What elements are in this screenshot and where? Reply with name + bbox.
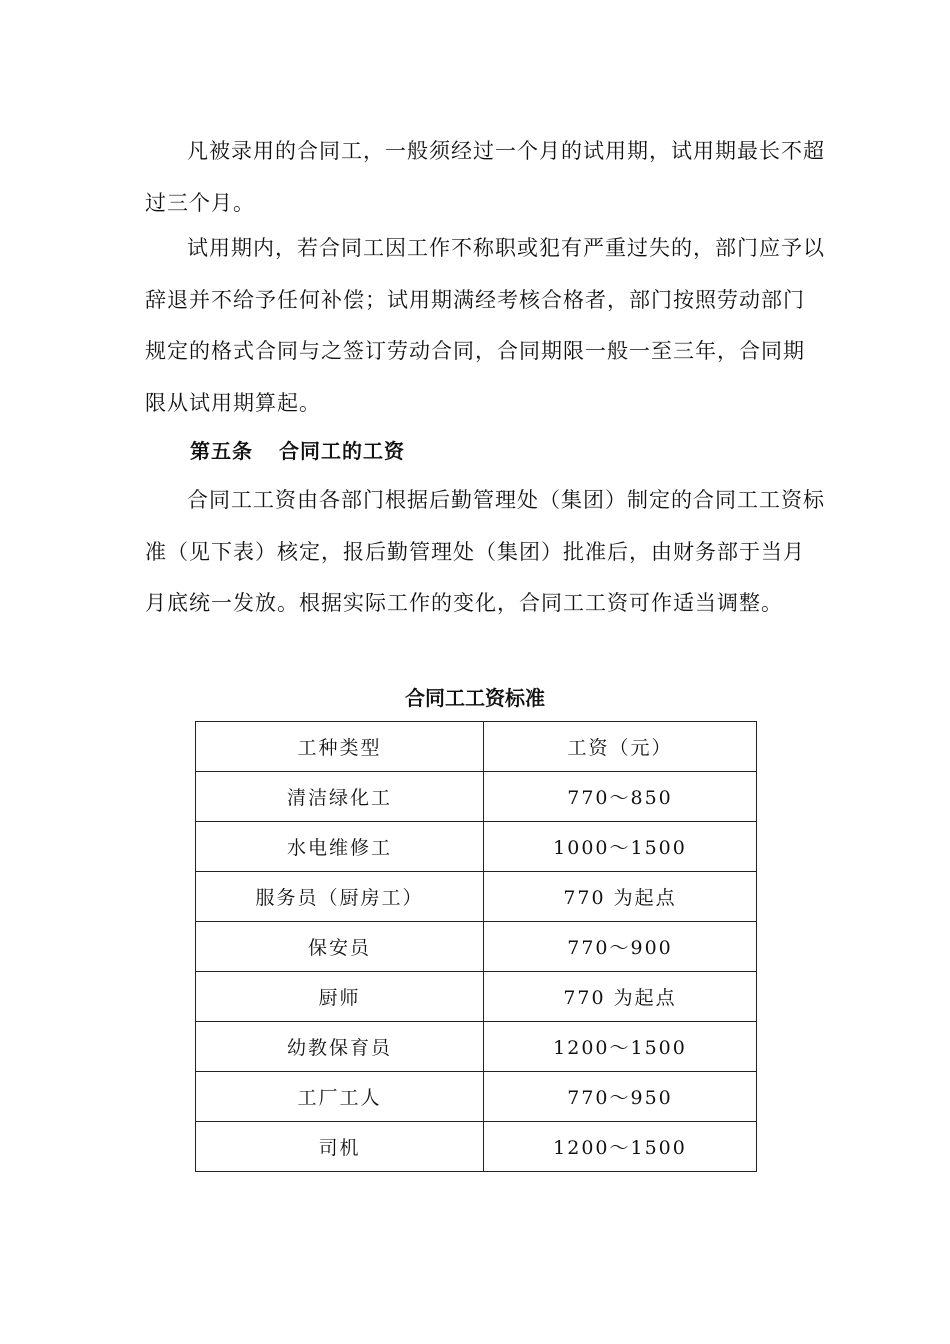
- wage-table: [195, 721, 757, 1172]
- table-row: [196, 1022, 757, 1072]
- table-row: [196, 772, 757, 822]
- job-type-cell: 幼教保育员: [196, 1022, 484, 1072]
- job-type-cell: 司机: [196, 1122, 484, 1172]
- wage-cell: 1200～1500: [484, 1122, 757, 1172]
- wage-cell: 770 为起点: [484, 972, 757, 1022]
- wage-cell: 1000～1500: [484, 822, 757, 872]
- wage-cell: 770～850: [484, 772, 757, 822]
- job-type-cell: 清洁绿化工: [196, 772, 484, 822]
- table-row: [196, 1072, 757, 1122]
- wage-cell: 770 为起点: [484, 872, 757, 922]
- table-row: [196, 922, 757, 972]
- job-type-cell: 工厂工人: [196, 1072, 484, 1122]
- paragraph-probation-dismissal: 试用期内，若合同工因工作不称职或犯有严重过失的，部门应予以辞退并不给予任何补偿；试用期满经考核合格者，部门按照劳动部门规定的格式合同与之签订劳动合同，合同期限一般一至三年，合同期限从试用期算起。: [145, 236, 825, 415]
- section-number: 第五条: [190, 439, 253, 463]
- table-row: [196, 972, 757, 1022]
- section-heading: [190, 431, 405, 471]
- table-row: [196, 872, 757, 922]
- table-row: [196, 1122, 757, 1172]
- job-type-cell: 水电维修工: [196, 822, 484, 872]
- header-job-type: 工种类型: [196, 722, 484, 772]
- table-header-row: [196, 722, 757, 772]
- job-type-cell: 厨师: [196, 972, 484, 1022]
- paragraph-wage-rules: 合同工工资由各部门根据后勤管理处（集团）制定的合同工工资标准（见下表）核定，报后勤管理处（集团）批准后，由财务部于当月月底统一发放。根据实际工作的变化，合同工工资可作适当调整。: [145, 488, 825, 615]
- wage-cell: 1200～1500: [484, 1022, 757, 1072]
- job-type-cell: 服务员（厨房工）: [196, 872, 484, 922]
- section-title: 合同工的工资: [279, 439, 405, 463]
- table-row: [196, 822, 757, 872]
- paragraph-probation-period: 凡被录用的合同工，一般须经过一个月的试用期，试用期最长不超过三个月。: [145, 139, 825, 215]
- wage-cell: 770～900: [484, 922, 757, 972]
- table-title: 合同工工资标准: [405, 686, 545, 710]
- header-wage: 工资（元）: [484, 722, 757, 772]
- job-type-cell: 保安员: [196, 922, 484, 972]
- wage-cell: 770～950: [484, 1072, 757, 1122]
